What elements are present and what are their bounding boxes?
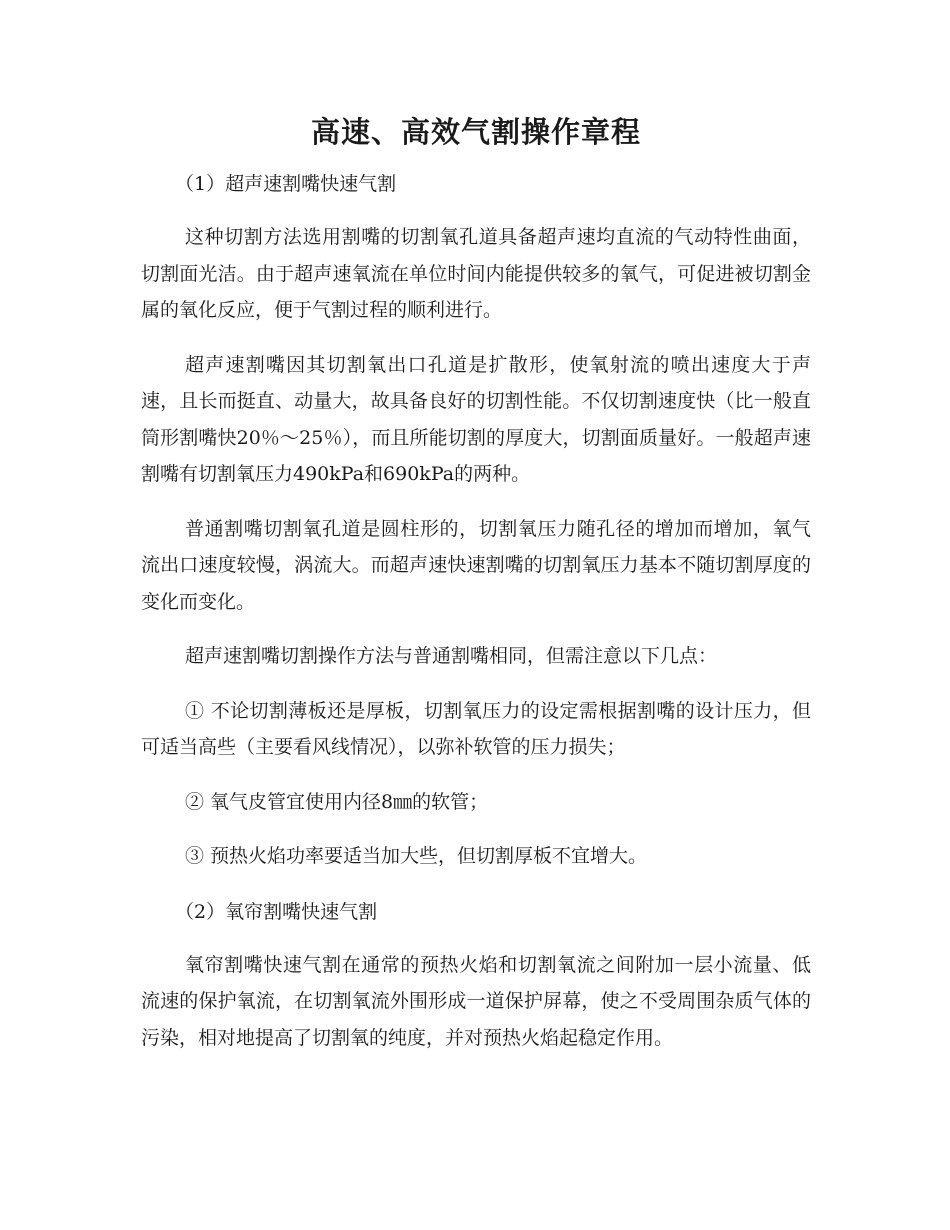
section-1-heading: （1）超声速割嘴快速气割 xyxy=(175,173,397,195)
document-body xyxy=(141,165,811,1056)
paragraph: 超声速割嘴因其切割氧出口孔道是扩散形，使氧射流的喷出速度大于声速，且长而挺直、动量大，故具备良好的切割性能。不仅切割速度快（比一般直筒形割嘴快20％～25％），而且所能切割的厚度大，切割面质量好。一般超声速割嘴有切割氧压力490kPa和690kPa的两种。 xyxy=(141,353,811,485)
paragraph: 氧帘割嘴快速气割在通常的预热火焰和切割氧流之间附加一层小流量、低流速的保护氧流，在切割氧流外围形成一道保护屏幕，使之不受周围杂质气体的污染，相对地提高了切割氧的纯度，并对预热火焰起稳定作用。 xyxy=(141,953,811,1049)
paragraph: 普通割嘴切割氧孔道是圆柱形的，切割氧压力随孔径的增加而增加，氧气流出口速度较慢，涡流大。而超声速快速割嘴的切割氧压力基本不随切割厚度的变化而变化。 xyxy=(141,517,811,613)
paragraph: 超声速割嘴切割操作方法与普通割嘴相同，但需注意以下几点： xyxy=(185,645,718,667)
list-item: ② 氧气皮管宜使用内径8㎜的软管； xyxy=(185,790,489,813)
section-2-heading: （2）氧帘割嘴快速气割 xyxy=(175,900,378,923)
list-item: ① 不论切割薄板还是厚板，切割氧压力的设定需根据割嘴的设计压力，但可适当高些（主要看风线情况），以弥补软管的压力损失； xyxy=(141,699,811,758)
paragraph: 这种切割方法选用割嘴的切割氧孔道具备超声速均直流的气动特性曲面，切割面光洁。由于超声速氧流在单位时间内能提供较多的氧气，可促进被切割金属的氧化反应，便于气割过程的顺利进行。 xyxy=(141,226,811,321)
list-item: ③ 预热火焰功率要适当加大些，但切割厚板不宜增大。 xyxy=(185,845,648,867)
document-title: 高速、高效气割操作章程 xyxy=(310,115,641,149)
